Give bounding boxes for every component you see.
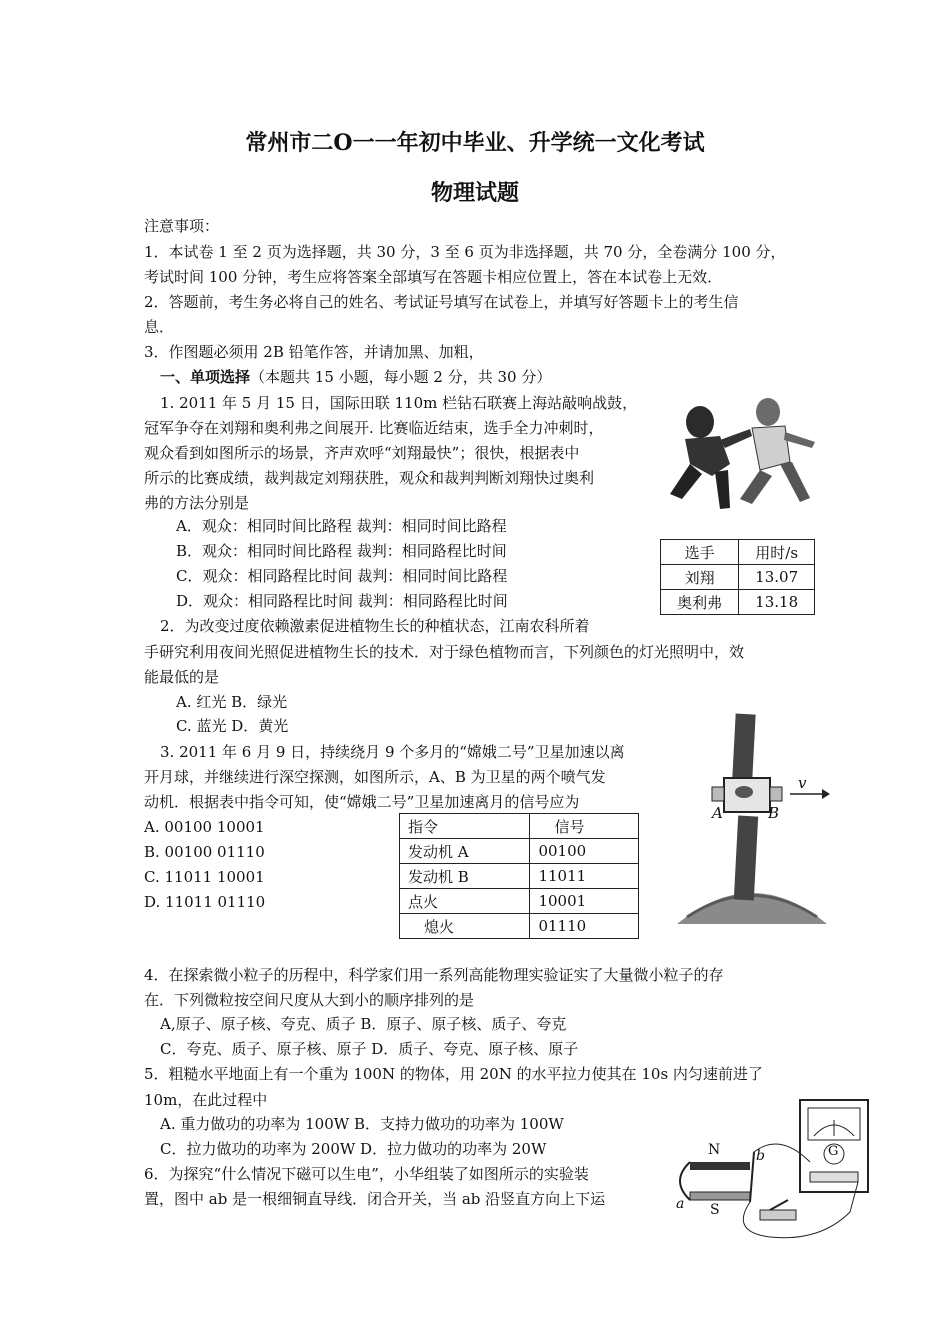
q3-line3: 动机．根据表中指令可知，使“嫦娥二号”卫星加速离月的信号应为 — [144, 793, 580, 811]
q3-line1: 3. 2011 年 6 月 9 日，持续绕月 9 个多月的“嫦娥二号”卫星加速以离 — [160, 743, 625, 761]
table-row — [661, 565, 815, 590]
table-header: 用时/s — [739, 540, 815, 565]
engine-a-label: A — [712, 804, 723, 822]
table-header: 信号 — [530, 814, 639, 839]
table-cell: 00100 — [530, 839, 639, 864]
section1-heading: 一、单项选择 — [160, 368, 251, 386]
induction-apparatus-figure — [670, 1092, 870, 1242]
table-cell: 13.07 — [739, 565, 815, 590]
table-cell: 点火 — [400, 889, 530, 914]
table-row — [661, 590, 815, 615]
table-header: 指令 — [400, 814, 530, 839]
hurdlers-photo — [660, 384, 820, 519]
table-header: 选手 — [661, 540, 739, 565]
table-row — [400, 839, 639, 864]
q5-options-row1: A. 重力做功的功率为 100W B．支持力做功的功率为 100W — [160, 1115, 564, 1133]
q4-line2: 在．下列微粒按空间尺度从大到小的顺序排列的是 — [144, 991, 475, 1009]
q2-line1: 2．为改变过度依赖激素促进植物生长的种植状态，江南农科所着 — [160, 617, 590, 635]
velocity-label: v — [798, 774, 807, 792]
note-2a: 2．答题前，考生务必将自己的姓名、考试证号填写在试卷上，并填写好答题卡上的考生信 — [144, 293, 739, 311]
table-row — [400, 864, 639, 889]
table-cell: 奥利弗 — [661, 590, 739, 615]
table-row — [400, 914, 639, 939]
table-cell: 01110 — [530, 914, 639, 939]
table-row — [400, 814, 639, 839]
q5-options-row2: C．拉力做功的功率为 200W D．拉力做功的功率为 20W — [160, 1140, 547, 1158]
q1-option-d: D．观众：相同路程比时间 裁判：相同路程比时间 — [176, 592, 508, 610]
table-cell: 11011 — [530, 864, 639, 889]
section1-sub: （本题共 15 小题，每小题 2 分，共 30 分） — [250, 368, 552, 386]
q6-line2: 置，图中 ab 是一根细铜直导线．闭合开关，当 ab 沿竖直方向上下运 — [144, 1190, 606, 1208]
q1-line5: 弗的方法分别是 — [144, 494, 250, 512]
q1-line2: 冠军争夺在刘翔和奥利弗之间展开. 比赛临近结束，选手全力冲刺时， — [144, 419, 604, 437]
note-1b: 考试时间 100 分钟，考生应将答案全部填写在答题卡相应位置上，答在本试卷上无效． — [144, 268, 723, 286]
q4-line1: 4．在探索微小粒子的历程中，科学家们用一系列高能物理实验证实了大量微小粒子的存 — [144, 966, 724, 984]
table-cell: 熄火 — [400, 914, 530, 939]
south-pole-label: S — [710, 1202, 720, 1218]
galvanometer-label: G — [828, 1144, 839, 1159]
q3-option-c: C. 11011 10001 — [144, 868, 265, 886]
q5-line1: 5．粗糙水平地面上有一个重为 100N 的物体，用 20N 的水平拉力使其在 10s 内匀速前进了 — [144, 1065, 763, 1083]
q1-option-c: C．观众：相同路程比时间 裁判：相同时间比路程 — [176, 567, 508, 585]
q3-option-b: B. 00100 01110 — [144, 843, 265, 861]
section1-header — [160, 365, 551, 390]
table-cell: 发动机 B — [400, 864, 530, 889]
note-1a: 1．本试卷 1 至 2 页为选择题，共 30 分，3 至 6 页为非选择题，共 70 分，全卷满分 100 分， — [144, 243, 786, 261]
table-cell: 刘翔 — [661, 565, 739, 590]
q4-options-row2: C．夸克、质子、原子核、原子 D．质子、夸克、原子核、原子 — [160, 1040, 579, 1058]
table-cell: 10001 — [530, 889, 639, 914]
note-2b: 息． — [144, 318, 175, 336]
q1-line4: 所示的比赛成绩，裁判裁定刘翔获胜，观众和裁判判断刘翔快过奥利 — [144, 469, 595, 487]
table-row — [661, 540, 815, 565]
wire-end-b-label: b — [756, 1148, 765, 1164]
q3-command-table — [399, 813, 639, 939]
notes-heading: 注意事项： — [144, 217, 220, 235]
q2-options-row2: C. 蓝光 D．黄光 — [176, 717, 289, 735]
q1-option-a: A．观众：相同时间比路程 裁判：相同时间比路程 — [176, 517, 507, 535]
q6-line1: 6．为探究“什么情况下磁可以生电”，小华组装了如图所示的实验装 — [144, 1165, 589, 1183]
q1-line1: 1. 2011 年 5 月 15 日，国际田联 110m 栏钻石联赛上海站敲响战鼓， — [160, 394, 638, 412]
q1-results-table — [660, 539, 815, 615]
table-cell: 13.18 — [739, 590, 815, 615]
wire-end-a-label: a — [676, 1196, 685, 1212]
q3-option-d: D. 11011 01110 — [144, 893, 266, 911]
note-3: 3．作图题必须用 2B 铅笔作答，并请加黑、加粗， — [144, 343, 484, 361]
satellite-figure — [672, 712, 832, 924]
q2-line3: 能最低的是 — [144, 668, 220, 686]
q3-option-a: A. 00100 10001 — [144, 818, 265, 836]
q1-line3: 观众看到如图所示的场景，齐声欢呼“刘翔最快”；很快，根据表中 — [144, 444, 580, 462]
q3-line2: 开月球，并继续进行深空探测，如图所示，A、B 为卫星的两个喷气发 — [144, 768, 606, 786]
table-row — [400, 889, 639, 914]
q2-options-row1: A. 红光 B．绿光 — [176, 693, 288, 711]
table-cell: 发动机 A — [400, 839, 530, 864]
exam-subtitle: 物理试题 — [430, 180, 519, 206]
q5-line2: 10m，在此过程中 — [144, 1091, 268, 1109]
q1-option-b: B．观众：相同时间比路程 裁判：相同路程比时间 — [176, 542, 507, 560]
engine-b-label: B — [768, 804, 780, 822]
exam-title: 常州市二O一一年初中毕业、升学统一文化考试 — [245, 130, 705, 156]
q4-options-row1: A,原子、原子核、夸克、质子 B．原子、原子核、质子、夸克 — [160, 1015, 567, 1033]
q2-line2: 手研究利用夜间光照促进植物生长的技术．对于绿色植物而言，下列颜色的灯光照明中，效 — [144, 643, 745, 661]
north-pole-label: N — [708, 1142, 721, 1158]
